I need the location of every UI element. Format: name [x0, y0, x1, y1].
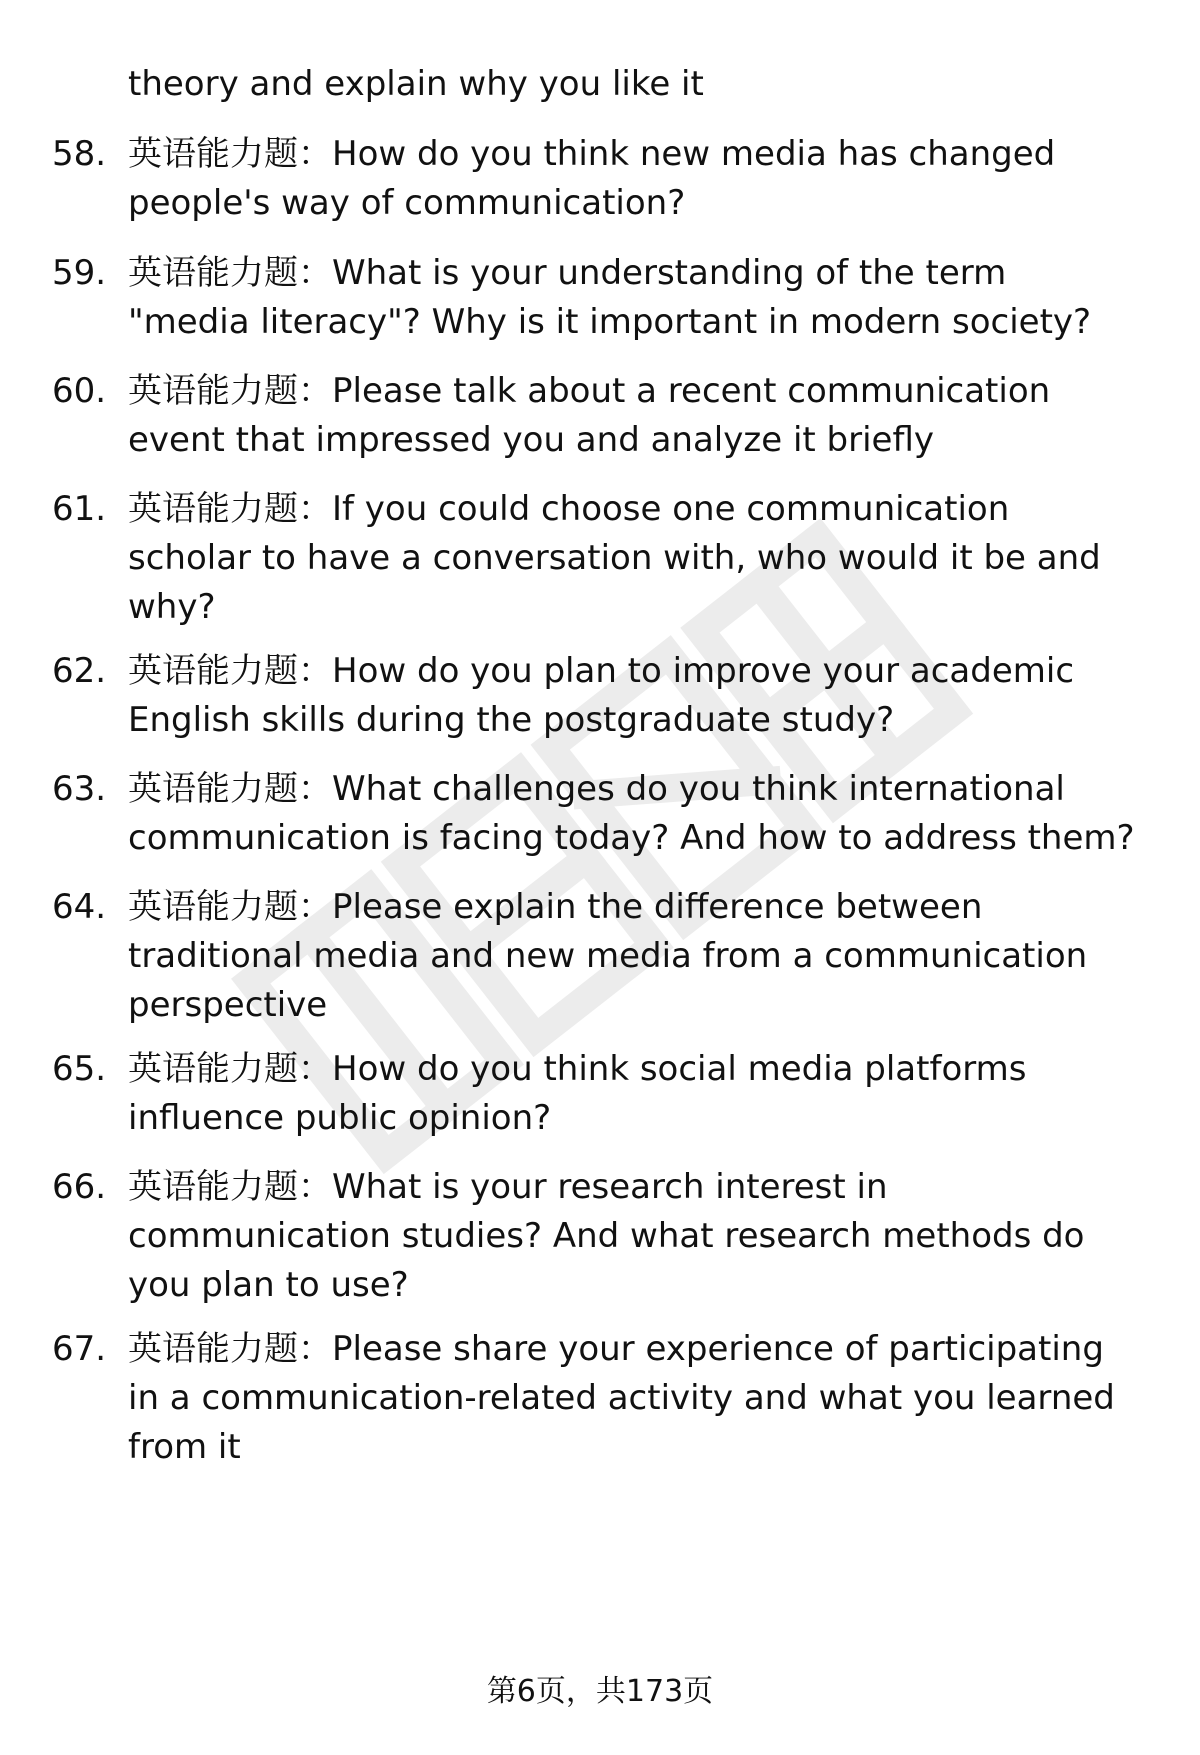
question-text-line: event that impressed you and analyze it briefly — [128, 420, 934, 460]
question-text-line: perspective — [128, 985, 328, 1025]
question-text-line: scholar to have a conversation with, who would it be and — [128, 538, 1101, 578]
question-number: 63. — [52, 769, 107, 809]
page-footer: 第6页，共173页 — [486, 1674, 714, 1709]
question-number: 66. — [52, 1167, 107, 1207]
question-number: 65. — [52, 1049, 107, 1089]
question-text-line: 英语能力题：What is your research interest in — [128, 1167, 888, 1207]
question-number: 62. — [52, 651, 107, 691]
question-number: 58. — [52, 134, 107, 174]
question-text-line: from it — [128, 1427, 241, 1467]
question-text-line: 英语能力题：If you could choose one communication — [128, 489, 1010, 529]
question-text — [128, 1045, 1178, 1143]
question-text-line: why? — [128, 587, 216, 627]
question-text — [128, 883, 1178, 1030]
question-text-line: "media literacy"? Why is it important in modern society? — [128, 302, 1092, 342]
question-text — [128, 647, 1178, 745]
question-text-line: people's way of communication? — [128, 183, 686, 223]
continuation-line: theory and explain why you like it — [128, 64, 704, 104]
question-text-line: 英语能力题：How do you think social media platforms — [128, 1049, 1027, 1089]
question-text — [128, 1163, 1178, 1310]
question-number: 67. — [52, 1329, 107, 1369]
question-text-line: 英语能力题：How do you think new media has changed — [128, 134, 1056, 174]
question-text-line: in a communication-related activity and what you learned — [128, 1378, 1115, 1418]
question-text-line: 英语能力题：What is your understanding of the term — [128, 253, 1007, 293]
question-number: 59. — [52, 253, 107, 293]
question-text-line: 英语能力题：Please explain the difference between — [128, 887, 983, 927]
question-text-line: you plan to use? — [128, 1265, 409, 1305]
question-text-line: 英语能力题：Please share your experience of participating — [128, 1329, 1104, 1369]
question-text-line: 英语能力题：What challenges do you think international — [128, 769, 1065, 809]
question-text — [128, 249, 1178, 347]
question-text — [128, 130, 1178, 228]
question-text-line: communication studies? And what research methods do — [128, 1216, 1085, 1256]
question-number: 64. — [52, 887, 107, 927]
question-text-line: influence public opinion? — [128, 1098, 552, 1138]
question-text — [128, 367, 1178, 465]
question-text-line: 英语能力题：How do you plan to improve your academic — [128, 651, 1075, 691]
question-text — [128, 485, 1178, 632]
question-text — [128, 1325, 1178, 1472]
question-text-line: communication is facing today? And how to address them? — [128, 818, 1135, 858]
question-text-line: traditional media and new media from a communication — [128, 936, 1088, 976]
question-text-line: 英语能力题：Please talk about a recent communication — [128, 371, 1051, 411]
question-number: 61. — [52, 489, 107, 529]
question-text-line: English skills during the postgraduate study? — [128, 700, 895, 740]
question-number: 60. — [52, 371, 107, 411]
question-text — [128, 765, 1178, 863]
